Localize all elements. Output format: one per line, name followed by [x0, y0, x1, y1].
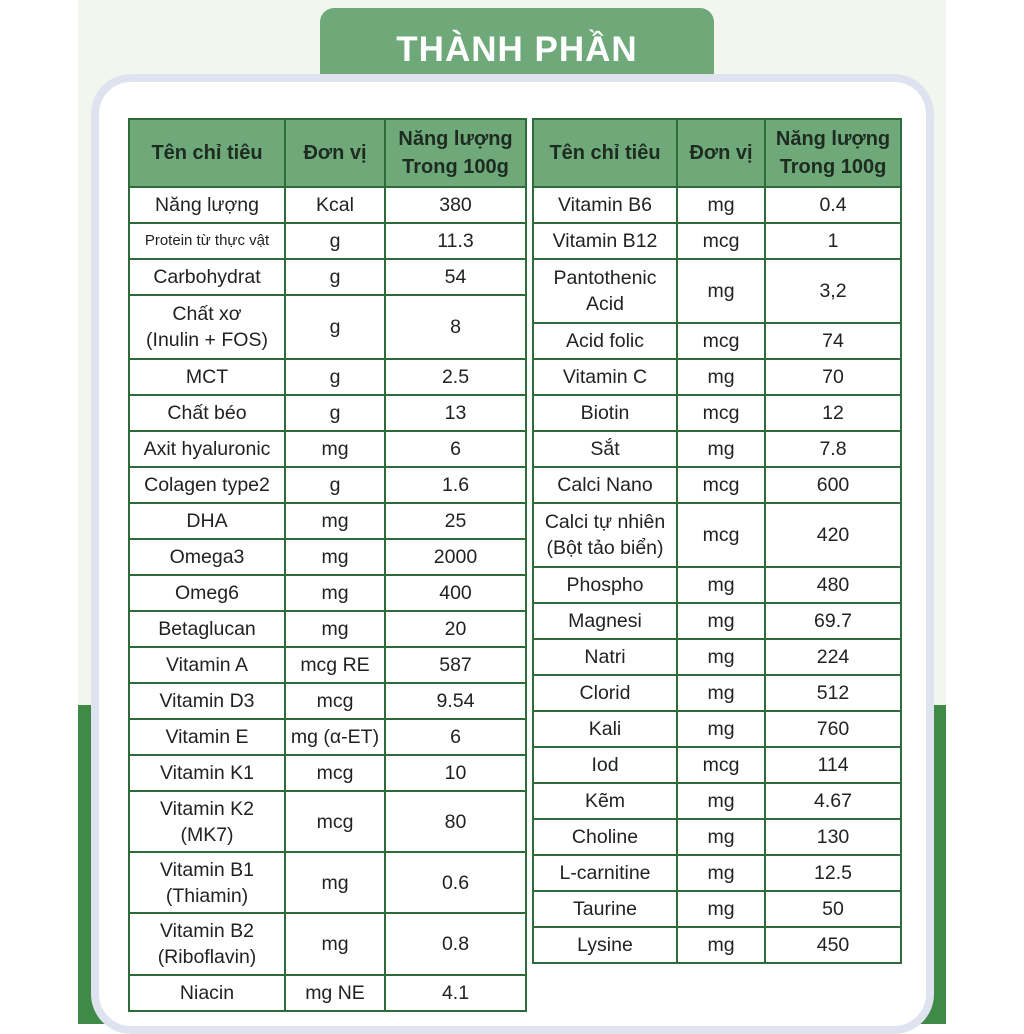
- table-row: [533, 603, 901, 639]
- cell-unit: mg: [677, 187, 765, 223]
- cell-name: Pantothenic Acid: [533, 259, 677, 323]
- table-row: [129, 259, 526, 295]
- cell-name: DHA: [129, 503, 285, 539]
- cell-value: 70: [765, 359, 901, 395]
- cell-unit: mcg: [677, 747, 765, 783]
- cell-name: Vitamin B12: [533, 223, 677, 259]
- cell-unit: g: [285, 295, 385, 359]
- cell-unit: mg: [285, 503, 385, 539]
- col-header-energy: Năng lượng Trong 100g: [385, 119, 526, 187]
- cell-value: 74: [765, 323, 901, 359]
- table-row: [533, 927, 901, 963]
- cell-value: 1.6: [385, 467, 526, 503]
- table-header-row: [129, 119, 526, 187]
- cell-value: 400: [385, 575, 526, 611]
- cell-name: Vitamin D3: [129, 683, 285, 719]
- cell-value: 3,2: [765, 259, 901, 323]
- cell-name: Phospho: [533, 567, 677, 603]
- cell-unit: mcg: [285, 755, 385, 791]
- cell-name: Omeg6: [129, 575, 285, 611]
- cell-value: 20: [385, 611, 526, 647]
- table-body-right: [533, 187, 901, 963]
- table-row: [533, 259, 901, 323]
- table-row: [533, 783, 901, 819]
- cell-unit: mg: [677, 855, 765, 891]
- cell-value: 12: [765, 395, 901, 431]
- cell-unit: mg: [677, 891, 765, 927]
- cell-unit: mg: [285, 852, 385, 913]
- cell-value: 8: [385, 295, 526, 359]
- table-header-row: [533, 119, 901, 187]
- cell-name: Protein từ thực vật: [129, 223, 285, 259]
- page-title: THÀNH PHẦN: [396, 30, 638, 69]
- cell-name: L-carnitine: [533, 855, 677, 891]
- table-row: [533, 359, 901, 395]
- table-row: [129, 187, 526, 223]
- cell-value: 6: [385, 431, 526, 467]
- cell-unit: mg: [677, 675, 765, 711]
- table-row: [533, 567, 901, 603]
- cell-value: 420: [765, 503, 901, 567]
- table-row: [533, 503, 901, 567]
- cell-unit: mg: [677, 567, 765, 603]
- cell-value: 0.4: [765, 187, 901, 223]
- cell-name: Lysine: [533, 927, 677, 963]
- table-row: [129, 395, 526, 431]
- cell-unit: mg: [285, 611, 385, 647]
- cell-value: 69.7: [765, 603, 901, 639]
- cell-name: Niacin: [129, 975, 285, 1011]
- col-header-energy: Năng lượng Trong 100g: [765, 119, 901, 187]
- table-row: [129, 683, 526, 719]
- cell-value: 2000: [385, 539, 526, 575]
- col-header-unit: Đơn vị: [677, 119, 765, 187]
- table-row: [129, 295, 526, 359]
- cell-unit: mg: [285, 539, 385, 575]
- cell-value: 50: [765, 891, 901, 927]
- table-row: [533, 187, 901, 223]
- cell-unit: mg: [285, 913, 385, 975]
- table-row: [129, 503, 526, 539]
- cell-value: 0.6: [385, 852, 526, 913]
- cell-name: Axit hyaluronic: [129, 431, 285, 467]
- cell-value: 450: [765, 927, 901, 963]
- cell-name: Vitamin E: [129, 719, 285, 755]
- cell-value: 114: [765, 747, 901, 783]
- cell-unit: mg: [677, 603, 765, 639]
- table-row: [533, 323, 901, 359]
- cell-value: 224: [765, 639, 901, 675]
- table-row: [129, 791, 526, 852]
- cell-unit: mg: [677, 431, 765, 467]
- cell-name: Omega3: [129, 539, 285, 575]
- table-body-left: [129, 187, 526, 1011]
- cell-unit: mcg RE: [285, 647, 385, 683]
- cell-name: Chất béo: [129, 395, 285, 431]
- table-row: [533, 747, 901, 783]
- cell-name: Năng lượng: [129, 187, 285, 223]
- cell-value: 10: [385, 755, 526, 791]
- cell-value: 80: [385, 791, 526, 852]
- cell-value: 2.5: [385, 359, 526, 395]
- cell-value: 512: [765, 675, 901, 711]
- cell-value: 1: [765, 223, 901, 259]
- cell-unit: mcg: [677, 503, 765, 567]
- table-row: [533, 711, 901, 747]
- cell-unit: mg: [677, 639, 765, 675]
- cell-value: 25: [385, 503, 526, 539]
- table-row: [533, 467, 901, 503]
- cell-unit: g: [285, 223, 385, 259]
- cell-value: 0.8: [385, 913, 526, 975]
- cell-unit: mcg: [677, 467, 765, 503]
- col-header-name: Tên chỉ tiêu: [533, 119, 677, 187]
- cell-unit: Kcal: [285, 187, 385, 223]
- cell-unit: mg: [677, 927, 765, 963]
- cell-name: Betaglucan: [129, 611, 285, 647]
- cell-name: Vitamin B1 (Thiamin): [129, 852, 285, 913]
- cell-name: Choline: [533, 819, 677, 855]
- cell-name: Clorid: [533, 675, 677, 711]
- cell-name: Taurine: [533, 891, 677, 927]
- table-row: [533, 395, 901, 431]
- table-row: [129, 975, 526, 1011]
- cell-unit: g: [285, 359, 385, 395]
- cell-unit: mcg: [677, 395, 765, 431]
- ingredients-table-right: [532, 118, 902, 964]
- cell-name: Vitamin C: [533, 359, 677, 395]
- table-row: [533, 639, 901, 675]
- cell-name: Biotin: [533, 395, 677, 431]
- cell-value: 600: [765, 467, 901, 503]
- cell-name: Colagen type2: [129, 467, 285, 503]
- table-row: [129, 539, 526, 575]
- cell-name: Vitamin B6: [533, 187, 677, 223]
- cell-value: 480: [765, 567, 901, 603]
- table-row: [533, 431, 901, 467]
- cell-unit: mcg: [285, 683, 385, 719]
- cell-value: 380: [385, 187, 526, 223]
- cell-value: 11.3: [385, 223, 526, 259]
- cell-unit: mg: [677, 819, 765, 855]
- table-row: [129, 575, 526, 611]
- cell-unit: mg: [285, 575, 385, 611]
- cell-name: Iod: [533, 747, 677, 783]
- table-row: [129, 913, 526, 975]
- table-row: [129, 755, 526, 791]
- table-row: [533, 891, 901, 927]
- cell-name: Vitamin A: [129, 647, 285, 683]
- cell-value: 130: [765, 819, 901, 855]
- cell-value: 54: [385, 259, 526, 295]
- cell-unit: mcg: [677, 323, 765, 359]
- table-row: [533, 675, 901, 711]
- cell-unit: mg: [677, 711, 765, 747]
- cell-name: Vitamin K1: [129, 755, 285, 791]
- cell-name: Kẽm: [533, 783, 677, 819]
- table-row: [129, 852, 526, 913]
- cell-unit: mcg: [677, 223, 765, 259]
- cell-unit: mg: [677, 783, 765, 819]
- cell-value: 6: [385, 719, 526, 755]
- cell-name: Vitamin B2 (Riboflavin): [129, 913, 285, 975]
- table-row: [129, 431, 526, 467]
- cell-value: 760: [765, 711, 901, 747]
- cell-name: Kali: [533, 711, 677, 747]
- cell-value: 12.5: [765, 855, 901, 891]
- cell-value: 587: [385, 647, 526, 683]
- cell-value: 7.8: [765, 431, 901, 467]
- cell-unit: g: [285, 467, 385, 503]
- cell-name: Sắt: [533, 431, 677, 467]
- col-header-name: Tên chỉ tiêu: [129, 119, 285, 187]
- cell-unit: mcg: [285, 791, 385, 852]
- table-row: [533, 819, 901, 855]
- cell-value: 4.1: [385, 975, 526, 1011]
- cell-unit: mg: [677, 259, 765, 323]
- cell-name: Vitamin K2 (MK7): [129, 791, 285, 852]
- table-row: [129, 719, 526, 755]
- cell-unit: mg: [677, 359, 765, 395]
- cell-unit: mg (α-ET): [285, 719, 385, 755]
- cell-name: Magnesi: [533, 603, 677, 639]
- cell-name: MCT: [129, 359, 285, 395]
- table-row: [533, 223, 901, 259]
- cell-value: 9.54: [385, 683, 526, 719]
- cell-unit: mg: [285, 431, 385, 467]
- table-row: [129, 611, 526, 647]
- table-row: [129, 359, 526, 395]
- cell-name: Calci Nano: [533, 467, 677, 503]
- table-row: [533, 855, 901, 891]
- cell-name: Carbohydrat: [129, 259, 285, 295]
- cell-value: 13: [385, 395, 526, 431]
- cell-value: 4.67: [765, 783, 901, 819]
- ingredients-table-left: [128, 118, 527, 1012]
- cell-name: Natri: [533, 639, 677, 675]
- table-row: [129, 467, 526, 503]
- table-row: [129, 223, 526, 259]
- cell-unit: mg NE: [285, 975, 385, 1011]
- cell-name: Calci tự nhiên (Bột tảo biển): [533, 503, 677, 567]
- cell-name: Chất xơ (Inulin + FOS): [129, 295, 285, 359]
- cell-unit: g: [285, 395, 385, 431]
- cell-unit: g: [285, 259, 385, 295]
- cell-name: Acid folic: [533, 323, 677, 359]
- col-header-unit: Đơn vị: [285, 119, 385, 187]
- table-row: [129, 647, 526, 683]
